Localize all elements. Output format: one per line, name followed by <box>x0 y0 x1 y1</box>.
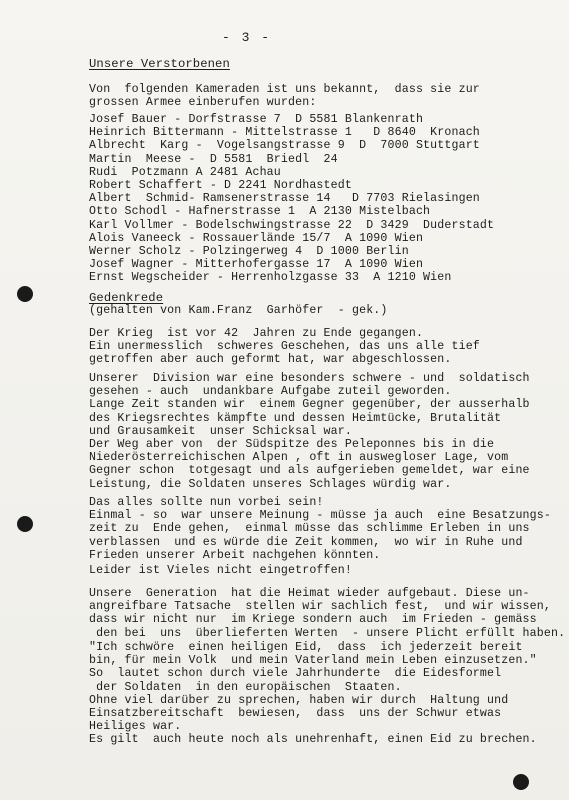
paragraph <box>89 438 530 491</box>
list-item: Karl Vollmer - Bodelschwingstrasse 22 D 3429 Duderstadt <box>89 218 495 232</box>
list-item: Otto Schodl - Hafnerstrasse 1 A 2130 Mistelbach <box>89 205 431 219</box>
list-item: Rudi Potzmann A 2481 Achau <box>89 165 281 179</box>
list-item: Ernst Wegscheider - Herrenholzgasse 33 A 1210 Wien <box>89 271 452 285</box>
list-item: Josef Wagner - Mitterhofergasse 17 A 1090 Wien <box>89 258 424 272</box>
text-line: Leistung, die Soldaten unseres Schlages würdig war. <box>89 477 452 491</box>
section-title: Unsere Verstorbenen <box>89 57 230 71</box>
text-line: Unserer Division war eine besonders schwere - und soldatisch <box>89 372 530 385</box>
punch-hole <box>17 286 33 302</box>
deceased-list <box>89 113 494 285</box>
paragraph <box>89 587 565 640</box>
text-line: Der Weg aber von der Südspitze des Peleponnes bis in die <box>89 438 495 451</box>
byline <box>89 304 388 317</box>
text-line: des Kriegsrechtes kämpfte und dessen Heimtücke, Brutalität <box>89 411 502 425</box>
text-line: So lautet schon durch viele Jahrhunderte die Eidesformel <box>89 667 502 681</box>
list-item: Josef Bauer - Dorfstrasse 7 D 5581 Blankenrath <box>89 113 424 126</box>
intro-text <box>89 83 480 109</box>
speaker-byline: (gehalten von Kam.Franz Garhöfer - gek.) <box>89 304 388 317</box>
text-line: den bei uns überlieferten Werten - unsere Plicht erfüllt haben. <box>89 626 566 640</box>
paragraph <box>89 496 551 562</box>
punch-hole <box>513 774 529 790</box>
text-line: verblassen und es würde die Zeit kommen, wo wir in Ruhe und <box>89 535 523 549</box>
text-line: und Grausamkeit unser Schicksal war. <box>89 424 352 438</box>
text-line: bin, für mein Volk und mein Vaterland mein Leben einzusetzen." <box>89 654 537 668</box>
text-line: "Ich schwöre einen heiligen Eid, dass ich jederzeit bereit <box>89 641 523 654</box>
text-line: getroffen aber auch geformt hat, war abgeschlossen. <box>89 353 452 367</box>
list-item: Martin Meese - D 5581 Briedl 24 <box>89 152 338 166</box>
list-item: Albrecht Karg - Vogelsangstrasse 9 D 7000 Stuttgart <box>89 139 480 153</box>
section-deceased <box>89 56 230 72</box>
paragraph <box>89 641 537 747</box>
text-line: zeit zu Ende gehen, einmal müsse das schlimme Erleben in uns <box>89 522 530 536</box>
text-line: Frieden unserer Arbeit nachgehen könnten. <box>89 548 381 562</box>
text-line: Lange Zeit standen wir einem Gegner gegenüber, der ausserhalb <box>89 398 530 412</box>
text-line: Einmal - so war unsere Meinung - müsse ja auch eine Besatzungs- <box>89 509 551 523</box>
text-line: Von folgenden Kameraden ist uns bekannt, dass sie zur <box>89 83 480 96</box>
text-line: Einsatzbereitschaft bewiesen, dass uns der Schwur etwas <box>89 707 502 721</box>
text-line: Leider ist Vieles nicht eingetroffen! <box>89 564 352 577</box>
text-line: Es gilt auch heute noch als unehrenhaft, einen Eid zu brechen. <box>89 733 537 747</box>
section-title: Gedenkrede <box>89 291 164 305</box>
paragraph <box>89 372 530 438</box>
text-line: der Soldaten in den europäischen Staaten. <box>89 680 402 694</box>
text-line: Niederösterreichischen Alpen , oft in auswegloser Lage, vom <box>89 451 509 465</box>
text-line: Gegner schon totgesagt und als aufgerieben gemeldet, war eine <box>89 464 530 478</box>
list-item: Heinrich Bittermann - Mittelstrasse 1 D 8640 Kronach <box>89 126 480 140</box>
paragraph <box>89 564 352 577</box>
text-line: gesehen - auch undankbare Aufgabe zuteil geworden. <box>89 385 452 399</box>
list-item: Werner Scholz - Polzingerweg 4 D 1000 Berlin <box>89 245 409 259</box>
text-line: Unsere Generation hat die Heimat wieder aufgebaut. Diese un- <box>89 587 530 600</box>
text-line: angreifbare Tatsache stellen wir sachlich fest, und wir wissen, <box>89 600 551 614</box>
punch-hole <box>17 516 33 532</box>
text-line: Ohne viel darüber zu sprechen, haben wir durch Haltung und <box>89 693 509 707</box>
text-line: Der Krieg ist vor 42 Jahren zu Ende gegangen. <box>89 327 424 340</box>
text-line: Das alles sollte nun vorbei sein! <box>89 496 324 509</box>
list-item: Albert Schmid- Ramsenerstrasse 14 D 7703 Rielasingen <box>89 192 480 206</box>
list-item: Alois Vaneeck - Rossauerlände 15/7 A 1090 Wien <box>89 231 424 245</box>
text-line: dass wir nicht nur im Kriege sondern auch im Frieden - gemäss <box>89 613 537 627</box>
list-item: Robert Schaffert - D 2241 Nordhastedt <box>89 179 352 193</box>
text-line: Ein unermesslich schweres Geschehen, das uns alle tief <box>89 340 480 354</box>
paragraph <box>89 327 480 367</box>
page-number: - 3 - <box>222 30 272 45</box>
text-line: Heiliges war. <box>89 720 182 734</box>
text-line: grossen Armee einberufen wurden: <box>89 96 317 110</box>
